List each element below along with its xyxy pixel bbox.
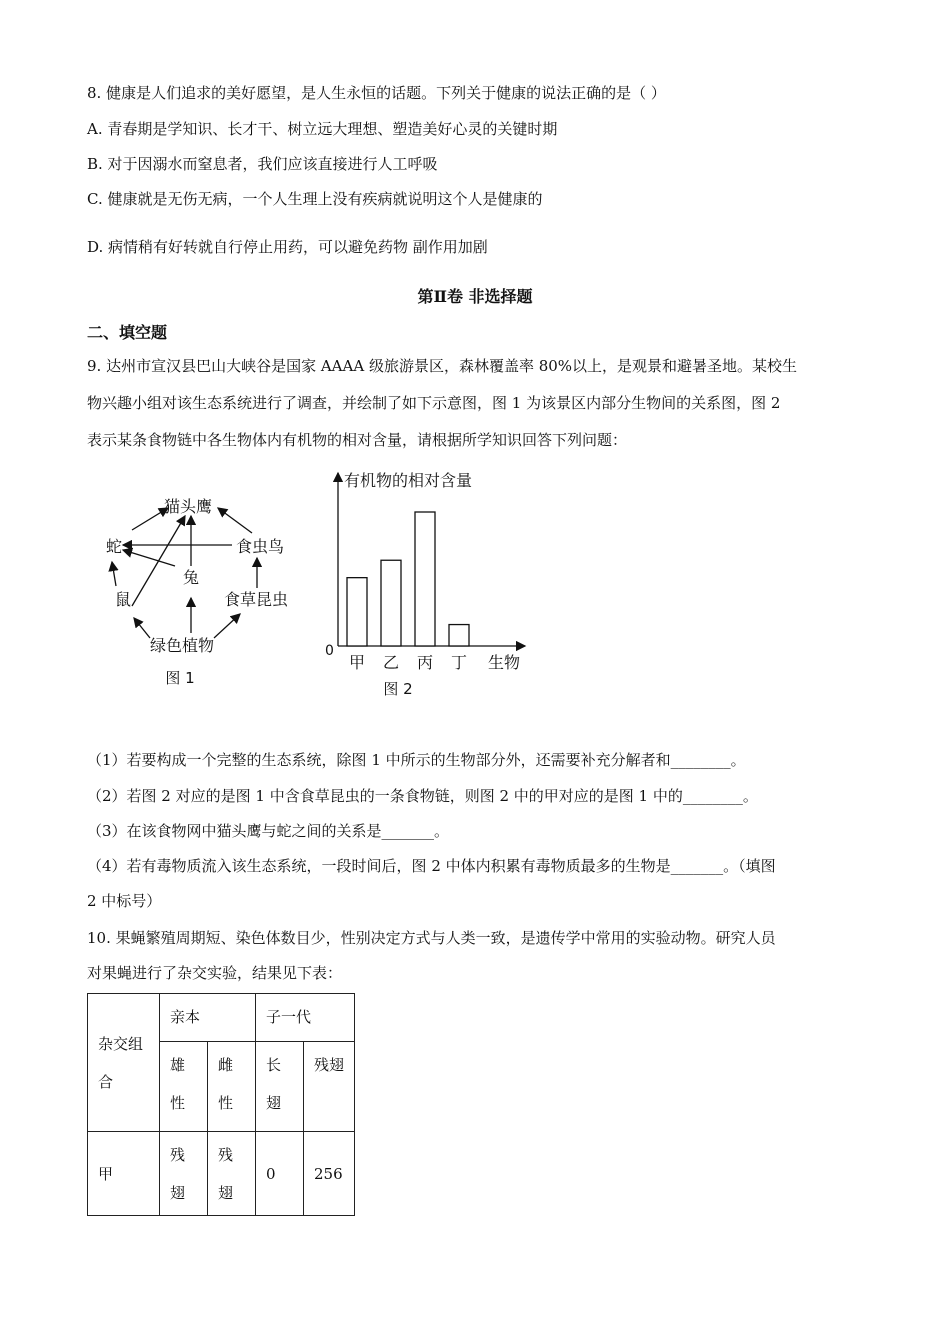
x-axis-label: 生物 [488,653,521,672]
header-vestigial-wing: 残翅 [304,1042,355,1132]
q8-option-a: A. 青春期是学知识、长才干、树立远大理想、塑造美好心灵的关键时期 [87,120,558,138]
origin-label: 0 [325,643,334,659]
node-plant: 绿色植物 [149,636,215,655]
header-female: 雌性 [208,1042,256,1132]
section-title: 第Ⅱ卷 非选择题 [417,287,533,306]
category-label-3: 丙 [416,653,434,672]
node-insect: 食草昆虫 [223,590,289,609]
bar-3 [415,512,435,646]
q9-sub-3: （3）在该食物网中猫头鹰与蛇之间的关系是_______。 [87,822,450,840]
q9-sub-4: （4）若有毒物质流入该生态系统，一段时间后，图 2 中体内积累有毒物质最多的生物是_______。（填图 [87,857,776,875]
chart-title: 有机物的相对含量 [344,471,473,490]
q9-stem-line-2: 物兴趣小组对该生态系统进行了调查，并绘制了如下示意图，图 1 为该景区内部分生物间的关系图，图 2 [87,394,781,412]
food-web-diagram [90,478,310,698]
q8-option-b: B. 对于因溺水而窒息者，我们应该直接进行人工呼吸 [87,155,438,173]
arrow-mouse-snake [112,562,116,586]
arrow-rabbit-snake [123,550,175,566]
q8-option-d: D. 病情稍有好转就自行停止用药，可以避免药物 副作用加剧 [87,238,488,256]
node-rabbit: 兔 [182,568,200,587]
bar-1 [347,578,367,646]
cross-experiment-table [87,993,355,1216]
q8-stem: 8. 健康是人们追求的美好愿望，是人生永恒的话题。下列关于健康的说法正确的是（ ） [87,84,666,102]
header-group: 杂交组合 [88,994,160,1132]
header-male: 雄性 [160,1042,208,1132]
arrow-snake-owl [132,508,168,530]
row-vestigial: 256 [304,1132,355,1216]
bar-2 [381,560,401,646]
organic-matter-bar-chart [320,465,540,705]
node-owl: 猫头鹰 [163,497,213,516]
arrow-plant-mouse [134,618,150,638]
arrow-bird-owl [218,508,252,533]
figure-2-caption: 图 2 [383,680,413,698]
row-male: 残翅 [160,1132,208,1216]
row-group: 甲 [88,1132,160,1216]
category-label-1: 甲 [348,653,366,672]
q9-stem-line-1: 9. 达州市宣汉县巴山大峡谷是国家 AAAA 级旅游景区，森林覆盖率 80%以上，是观景和避暑圣地。某校生 [87,357,798,375]
section-heading: 二、填空题 [87,323,168,342]
q9-sub-4-cont: 2 中标号） [87,892,162,910]
category-label-2: 乙 [382,653,400,672]
category-label-4: 丁 [450,653,468,672]
row-long: 0 [256,1132,304,1216]
q9-sub-1: （1）若要构成一个完整的生态系统，除图 1 中所示的生物部分外，还需要补充分解者和________。 [87,751,746,769]
q10-stem-line-2: 对果蝇进行了杂交实验，结果见下表： [87,964,343,982]
node-bird: 食虫鸟 [235,537,285,556]
header-parents: 亲本 [160,994,256,1042]
arrow-plant-insect [214,614,240,638]
figure-1-caption: 图 1 [165,669,195,687]
q8-option-c: C. 健康就是无伤无病，一个人生理上没有疾病就说明这个人是健康的 [87,190,543,208]
q9-stem-line-3: 表示某条食物链中各生物体内有机物的相对含量，请根据所学知识回答下列问题： [87,431,628,449]
node-snake: 蛇 [105,537,123,556]
q9-sub-2: （2）若图 2 对应的是图 1 中含食草昆虫的一条食物链，则图 2 中的甲对应的是图 1 中的________。 [87,787,758,805]
header-offspring: 子一代 [256,994,355,1042]
header-long-wing: 长翅 [256,1042,304,1132]
q10-stem-line-1: 10. 果蝇繁殖周期短、染色体数目少，性别决定方式与人类一致，是遗传学中常用的实验动物。研究人员 [87,929,776,947]
bar-4 [449,625,469,646]
node-mouse: 鼠 [114,590,132,609]
row-female: 残翅 [208,1132,256,1216]
